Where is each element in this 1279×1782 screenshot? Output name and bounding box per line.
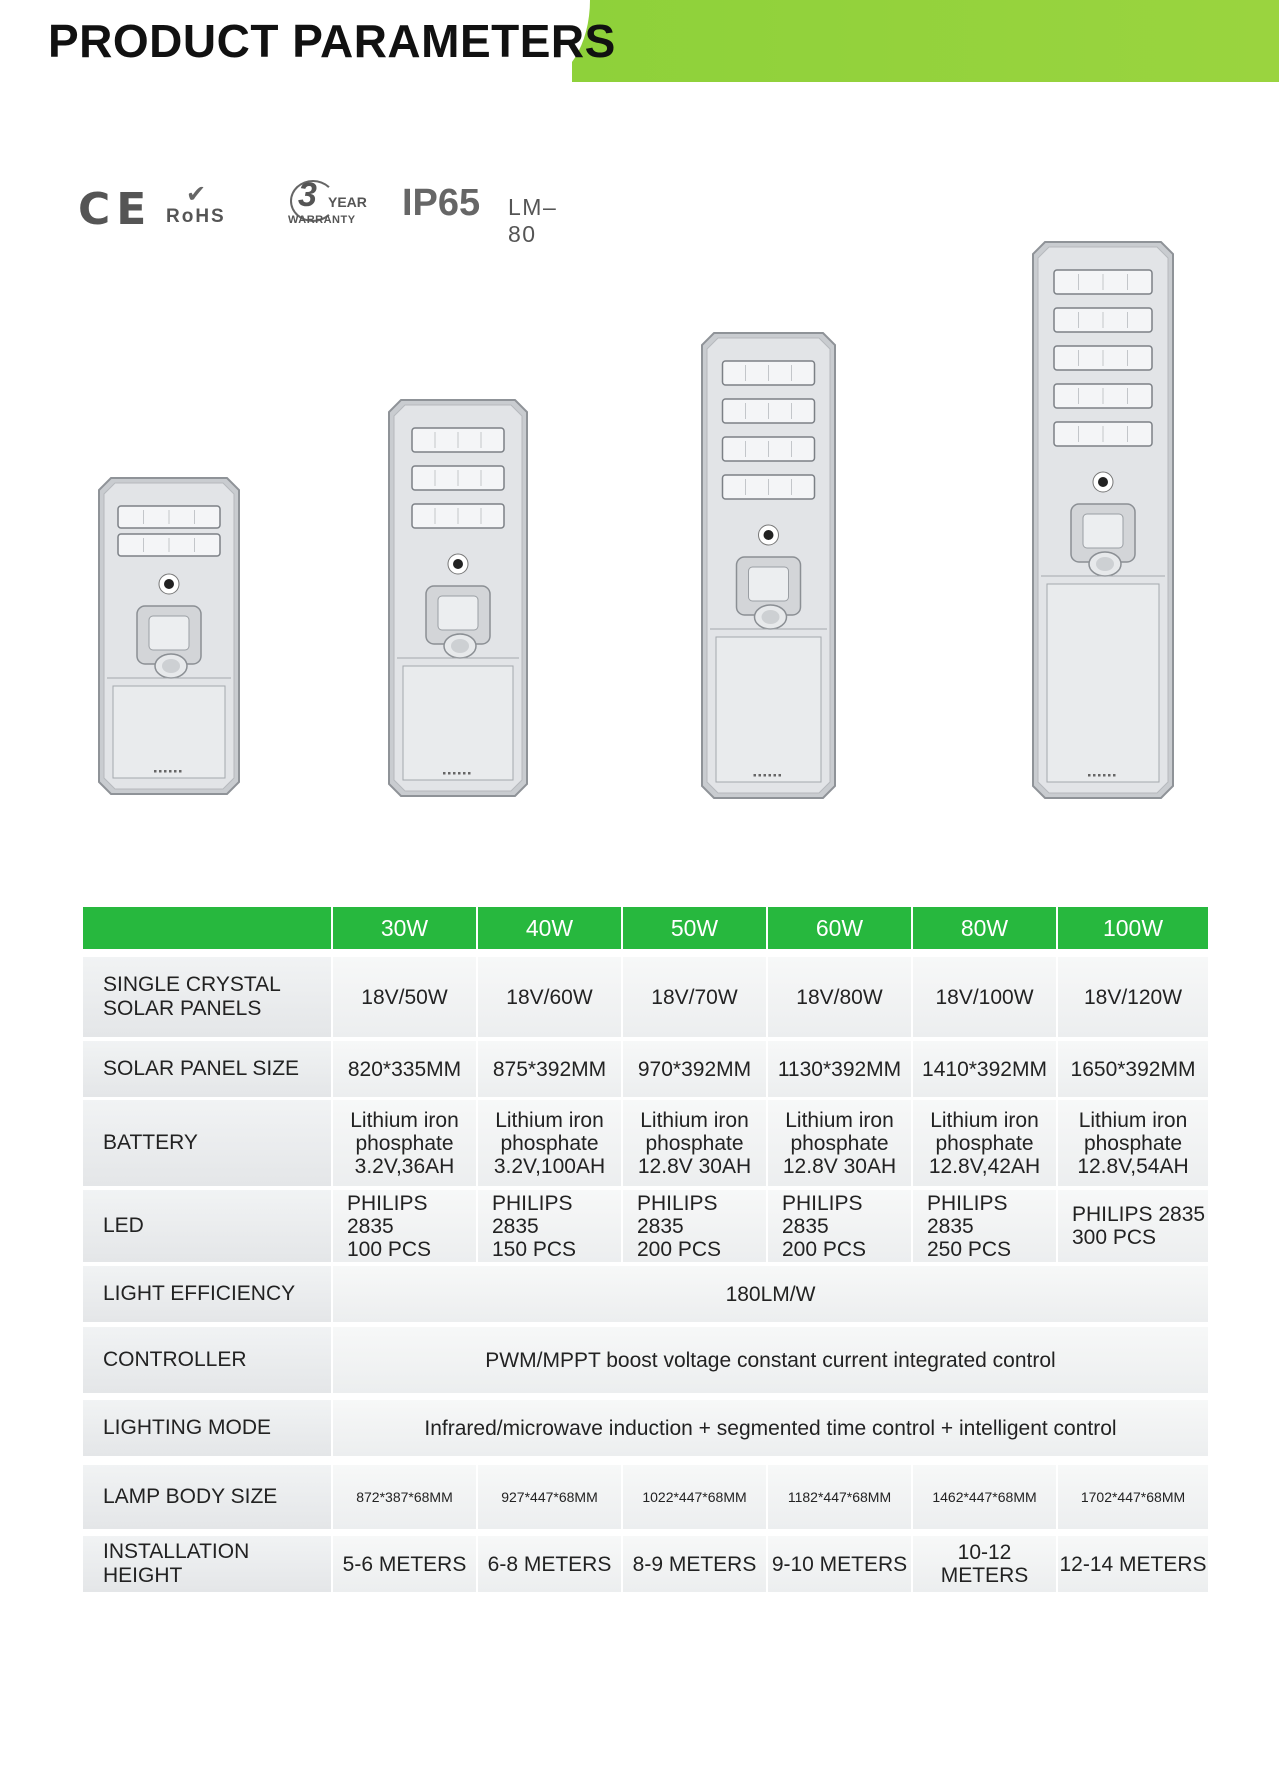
value-cell: 18V/50W [333,957,476,1037]
value-cell: 18V/60W [478,957,621,1037]
value-cell: 18V/80W [768,957,911,1037]
value-cell: 9-10 METERS [768,1536,911,1592]
row-label: LED [83,1190,331,1262]
table-row [83,1041,1208,1097]
row-label: BATTERY [83,1100,331,1186]
row-label: LAMP BODY SIZE [83,1465,331,1529]
value-cell: Lithium iron phosphate 3.2V,100AH [478,1100,621,1186]
page-title: PRODUCT PARAMETERS [48,15,616,67]
merged-value-cell: 180LM/W [333,1266,1208,1322]
rohs-label: RoHS [166,206,226,227]
value-cell: Lithium iron phosphate 12.8V,42AH [913,1100,1056,1186]
table-row [83,1266,1208,1322]
value-cell: 18V/120W [1058,957,1208,1037]
row-label: LIGHTING MODE [83,1400,331,1456]
value-cell: 1182*447*68MM [768,1465,911,1529]
value-cell: 1650*392MM [1058,1041,1208,1097]
row-label: INSTALLATION HEIGHT [83,1536,331,1592]
column-header: 60W [768,907,911,949]
street-lamp-image [379,390,537,806]
column-header: 50W [623,907,766,949]
table-row [83,1400,1208,1456]
warranty-number: 3 [298,176,317,214]
table-row [83,957,1208,1037]
ip65-mark: IP65 [402,182,481,224]
warranty-year: YEAR [328,194,367,210]
row-label: SINGLE CRYSTAL SOLAR PANELS [83,957,331,1037]
value-cell: 18V/100W [913,957,1056,1037]
value-cell: 820*335MM [333,1041,476,1097]
warranty-logo [288,176,368,232]
street-lamp-image [1023,232,1183,808]
rohs-logo [166,180,246,228]
value-cell: 927*447*68MM [478,1465,621,1529]
value-cell: 1130*392MM [768,1041,911,1097]
value-cell: PHILIPS 2835 250 PCS [913,1190,1056,1262]
value-cell: 1462*447*68MM [913,1465,1056,1529]
column-header: 100W [1058,907,1208,949]
row-label: LIGHT EFFICIENCY [83,1266,331,1322]
checkmark-icon: ✔ [186,181,207,208]
street-lamp-image [692,323,845,808]
column-header: 80W [913,907,1056,949]
value-cell: Lithium iron phosphate 12.8V 30AH [623,1100,766,1186]
value-cell: 10-12 METERS [913,1536,1056,1592]
merged-value-cell: Infrared/microwave induction + segmented time control + intelligent control [333,1400,1208,1456]
ce-mark: CE [78,184,153,235]
value-cell: 5-6 METERS [333,1536,476,1592]
header-green-band [572,0,1279,82]
value-cell: PHILIPS 2835 300 PCS [1058,1190,1208,1262]
value-cell: 1410*392MM [913,1041,1056,1097]
table-header-row [83,907,1208,949]
value-cell: PHILIPS 2835 150 PCS [478,1190,621,1262]
value-cell: 1022*447*68MM [623,1465,766,1529]
warranty-label: WARRANTY [288,214,356,226]
table-row [83,1190,1208,1262]
row-label: CONTROLLER [83,1327,331,1393]
table-row [83,1327,1208,1393]
value-cell: PHILIPS 2835 100 PCS [333,1190,476,1262]
table-row [83,1465,1208,1529]
header-corner-cell [83,907,331,949]
value-cell: Lithium iron phosphate 12.8V,54AH [1058,1100,1208,1186]
value-cell: PHILIPS 2835 200 PCS [768,1190,911,1262]
value-cell: PHILIPS 2835 200 PCS [623,1190,766,1262]
table-row [83,1100,1208,1186]
row-label: SOLAR PANEL SIZE [83,1041,331,1097]
value-cell: 970*392MM [623,1041,766,1097]
merged-value-cell: PWM/MPPT boost voltage constant current integrated control [333,1327,1208,1393]
column-header: 30W [333,907,476,949]
value-cell: 872*387*68MM [333,1465,476,1529]
value-cell: 12-14 METERS [1058,1536,1208,1592]
value-cell: 8-9 METERS [623,1536,766,1592]
column-header: 40W [478,907,621,949]
page-header [0,0,1279,82]
value-cell: Lithium iron phosphate 3.2V,36AH [333,1100,476,1186]
street-lamp-image [89,468,249,804]
table-row [83,1536,1208,1592]
lm80-mark: LM–80 [508,194,558,247]
value-cell: Lithium iron phosphate 12.8V 30AH [768,1100,911,1186]
value-cell: 1702*447*68MM [1058,1465,1208,1529]
value-cell: 875*392MM [478,1041,621,1097]
value-cell: 18V/70W [623,957,766,1037]
value-cell: 6-8 METERS [478,1536,621,1592]
